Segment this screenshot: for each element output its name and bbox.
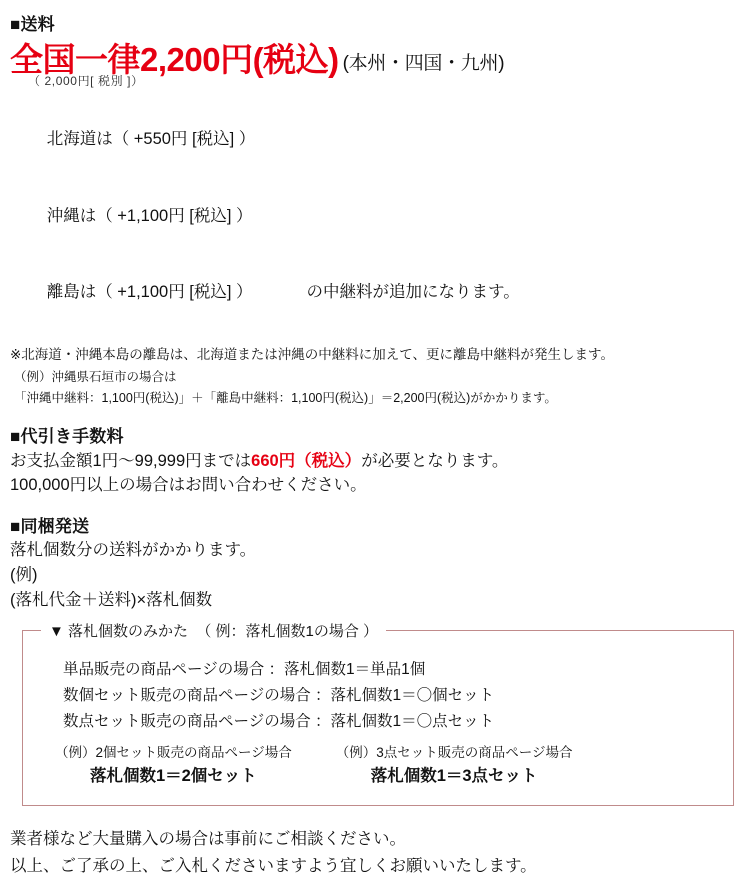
shipping-note-example-intro: （例）沖縄県石垣市の場合は: [14, 369, 177, 384]
cod-fee-amount: 660円（税込）: [251, 451, 362, 470]
quantity-example: [55, 744, 292, 787]
shipping-tax-excluded: （ 2,000円[ 税別 ]）: [28, 74, 144, 89]
shipping-note-islands: ※北海道・沖縄本島の離島は、北海道または沖縄の中継料に加えて、更に離島中継料が発生します。: [10, 347, 614, 363]
quantity-example: [336, 744, 573, 787]
bundle-line-1: 落札個数分の送料がかかります。: [10, 541, 257, 560]
cod-fee-line-1-pre: お支払金額1円～99,999円までは: [10, 451, 252, 470]
cod-fee-line-2: 100,000円以上の場合はお問い合わせください。: [10, 476, 367, 495]
shipping-heading: ■送料: [10, 15, 55, 34]
shipping-region-row: [10, 101, 740, 178]
quantity-explainer-line: 単品販売の商品ページの場合 ：落札個数1＝単品1個: [63, 661, 426, 679]
quantity-explainer-line: 数個セット販売の商品ページの場合 ：落札個数1＝〇個セット: [63, 686, 495, 704]
footer-line-2: 以上、ご了承の上、ご入札くださいますよう宜しくお願いいたします。: [10, 856, 537, 875]
quantity-explainer-box: [22, 623, 734, 806]
quantity-explainer-title: ▼ 落札個数のみかた （ 例：落札個数1の場合 ）: [41, 620, 386, 641]
bundle-heading: ■同梱発送: [10, 517, 90, 537]
bundle-section: [10, 516, 740, 612]
cod-fee-heading: ■代引き手数料: [10, 427, 124, 447]
shipping-region-tail: の中継料が追加になります。: [306, 283, 520, 302]
shipping-section: [10, 14, 740, 408]
bundle-line-2: (例): [10, 565, 38, 584]
footer-line-1: 業者様など大量購入の場合は事前にご相談ください。: [10, 830, 406, 849]
shipping-note-example-calc: 「沖縄中継料：1,100円(税込)」＋「離島中継料：1,100円(税込)」＝2,200円(税込)がかかります。: [14, 391, 557, 406]
cod-fee-section: [10, 426, 740, 498]
shipping-region-label: 北海道は（ +550円 [税込] ）: [46, 129, 256, 148]
bundle-line-3: (落札代金＋送料)×落札個数: [10, 590, 213, 609]
shipping-region-label: 沖縄は（ +1,100円 [税込] ）: [46, 206, 253, 225]
shipping-region-label: 離島は（ +1,100円 [税込] ）: [46, 283, 253, 302]
quantity-example-label: （例）3点セット販売の商品ページ場合: [335, 745, 573, 761]
quantity-example-value: 落札個数1＝3点セット: [370, 766, 538, 785]
quantity-explainer-line: 数点セット販売の商品ページの場合 ：落札個数1＝〇点セット: [63, 712, 495, 730]
cod-fee-line-1-post: が必要となります。: [361, 451, 509, 470]
shipping-region-row: [10, 255, 740, 332]
cod-fee-line-1: [10, 449, 740, 474]
shipping-region-list: [10, 101, 740, 331]
quantity-example-value: 落札個数1＝2個セット: [89, 766, 257, 785]
quantity-example-label: （例）2個セット販売の商品ページ場合: [55, 745, 292, 761]
shipping-main-price: 全国一律2,200円(税込): [10, 41, 339, 79]
quantity-explainer-examples: [41, 744, 715, 787]
shipping-main-price-region-note: (本州・四国・九州): [342, 53, 505, 75]
footer-notes: [10, 826, 740, 879]
shipping-region-row: [10, 178, 740, 255]
